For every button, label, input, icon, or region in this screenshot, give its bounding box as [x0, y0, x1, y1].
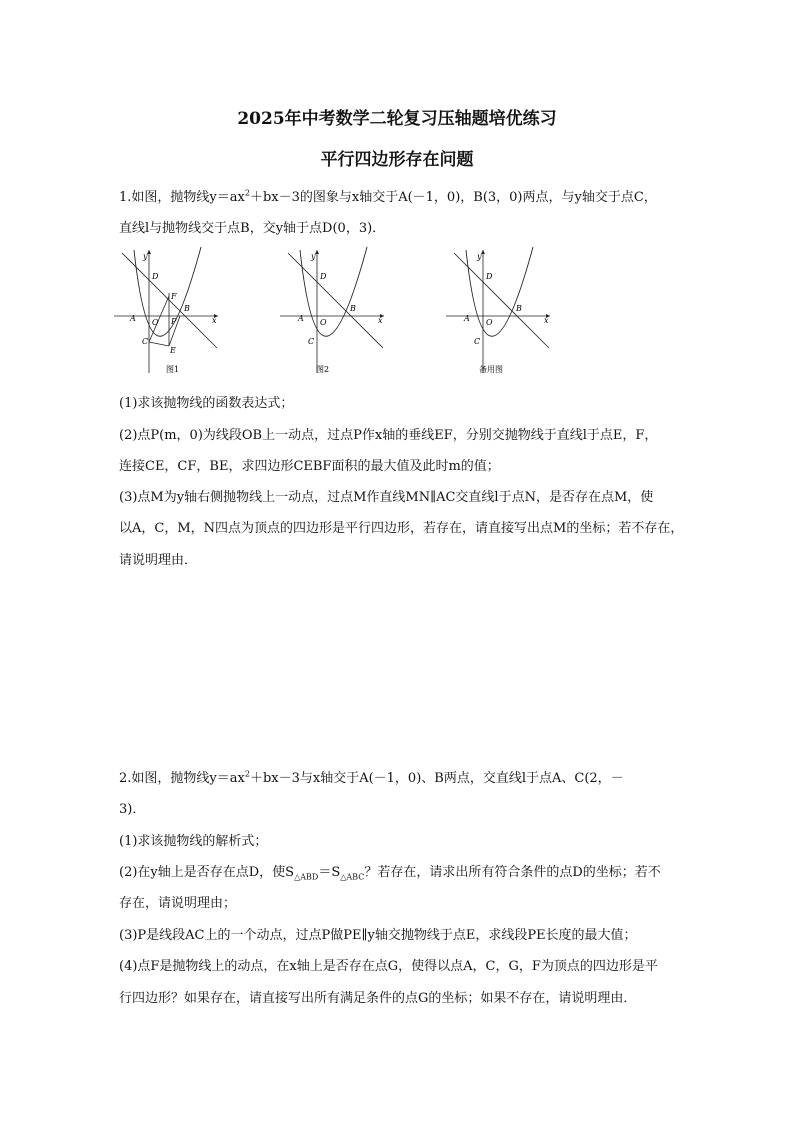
q2-stem-line2: 3)． [119, 802, 146, 817]
svg-text:x: x [378, 316, 383, 325]
q1-part3-line1: (3)点M为y轴右侧抛物线上一动点，过点M作直线MN∥AC交直线l于点N，是否存在点M，使 [119, 490, 654, 505]
svg-text:A: A [130, 314, 136, 323]
svg-text:B: B [516, 304, 522, 313]
svg-text:D: D [152, 272, 159, 281]
page-title: 2025年中考数学二轮复习压轴题培优练习 [237, 109, 557, 129]
q2-part4-line1: (4)点F是抛物线上的动点，在x轴上是否存在点G，使得以点A，C，G，F为顶点的四边形是平 [119, 959, 658, 974]
svg-text:x: x [212, 316, 217, 325]
q1-figure-1 [114, 245, 226, 379]
q1-part2-line2: 连接CE，CF，BE，求四边形CEBF面积的最大值及此时m的值； [119, 459, 500, 474]
svg-text:F: F [171, 292, 177, 301]
svg-text:D: D [320, 272, 327, 281]
q1-part2-line1: (2)点P(m，0)为线段OB上一动点，过点P作x轴的垂线EF，分别交抛物线于直线l于点E，F， [119, 428, 658, 443]
svg-text:备用图: 备用图 [479, 365, 503, 374]
q2-part1: (1)求该抛物线的解析式； [119, 834, 268, 849]
svg-text:E: E [170, 346, 176, 355]
q1-figure-backup [446, 245, 558, 379]
q1-stem-line1: 1.如图，抛物线$y=ax^2+bx-3$的图象与x轴交于A(－1，0)，B(3，0)两点，与y轴交于点C， [119, 188, 657, 205]
q1-part1: (1)求该抛物线的函数表达式； [119, 396, 294, 411]
page-subtitle: 平行四边形存在问题 [320, 150, 474, 170]
q1-stem-line2: 直线l与抛物线交于点B，交y轴于点D(0，3)． [119, 221, 386, 236]
svg-text:C: C [142, 337, 149, 346]
svg-text:C: C [308, 337, 315, 346]
svg-text:O: O [320, 318, 327, 327]
svg-text:D: D [486, 272, 493, 281]
q1-part3-line2: 以A，C，M，N四点为顶点的四边形是平行四边形，若存在，请直接写出点M的坐标；若不存在， [119, 521, 684, 536]
q2-part3: (3)P是线段AC上的一个动点，过点P做PE∥y轴交抛物线于点E，求线段PE长度的最大值； [119, 928, 637, 943]
svg-text:图1: 图1 [166, 365, 180, 374]
svg-text:C: C [474, 337, 481, 346]
q2-part4-line2: 行四边形？如果存在，请直接写出所有满足条件的点G的坐标；如果不存在，请说明理由． [119, 991, 637, 1006]
q1-figure-2 [280, 245, 392, 379]
svg-text:O: O [486, 318, 493, 327]
q2-part2-line2: 存在，请说明理由； [119, 896, 237, 911]
svg-text:y: y [143, 252, 148, 261]
svg-text:y: y [477, 252, 482, 261]
svg-text:O: O [152, 318, 159, 327]
svg-text:B: B [350, 304, 356, 313]
q1-part3-line3: 请说明理由． [119, 553, 198, 568]
svg-text:x: x [544, 316, 549, 325]
svg-text:B: B [184, 304, 190, 313]
q2-stem-line1: 2.如图，抛物线$y=ax^2+bx-3$与x轴交于A(－1，0)、B两点，交直线l于点A、C(2，－ [119, 769, 624, 786]
q2-part2-line1: (2)在y轴上是否存在点D，使$S_{\triangle ABD}=S_{\triangle ABC}$？若存在，请求出所有符合条件的点D的坐标；若不 [119, 865, 661, 882]
svg-text:A: A [464, 314, 470, 323]
svg-text:图2: 图2 [316, 365, 330, 374]
svg-text:A: A [298, 314, 304, 323]
svg-text:y: y [311, 252, 316, 261]
svg-text:P: P [171, 317, 177, 326]
